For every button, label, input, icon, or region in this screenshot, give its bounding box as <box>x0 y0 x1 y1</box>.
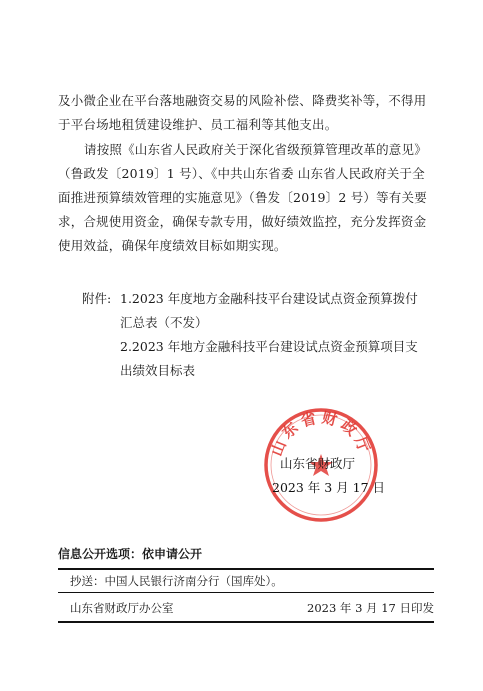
issue-date: 2023 年 3 月 17 日印发 <box>307 601 434 615</box>
seal-text: 山东省财政厅 <box>267 408 375 459</box>
body-paragraph-2: 请按照《山东省人民政府关于深化省级预算管理改革的意见》（鲁政发〔2019〕1 号）、《中共山东省委 山东省人民政府关于全面推进预算绩效管理的实施意见》（鲁发〔2019〕2 号）等有关要求，合规使用资金，确保专款专用，做好绩效监控，充分发挥资金使用效益，确保年度绩效目标如期实现。 <box>58 142 427 253</box>
info-disclosure-option: 信息公开选项：依申请公开 <box>58 547 203 561</box>
attachments-label: 附件: <box>82 291 112 306</box>
footer-divider-middle <box>58 592 434 593</box>
attachment-item-2: 2.2023 年地方金融科技平台建设试点资金预算项目支出绩效目标表 <box>120 339 418 378</box>
svg-text:山东省财政厅 <box>267 408 374 458</box>
signing-date: 2023 年 3 月 17 日 <box>272 480 386 495</box>
footer-divider-bottom <box>58 621 434 623</box>
signing-organization: 山东省财政厅 <box>280 456 356 471</box>
issuing-office: 山东省财政厅办公室 <box>70 601 174 615</box>
cc-line: 抄送：中国人民银行济南分行（国库处）。 <box>70 574 283 588</box>
body-paragraph-1: 及小微企业在平台落地融资交易的风险补偿、降费奖补等，不得用于平台场地租赁建设维护、员工福利等其他支出。 <box>58 93 427 132</box>
footer-divider-top <box>58 568 434 570</box>
attachment-item-1: 1.2023 年度地方金融科技平台建设试点资金预算拨付汇总表（不发） <box>120 291 418 330</box>
